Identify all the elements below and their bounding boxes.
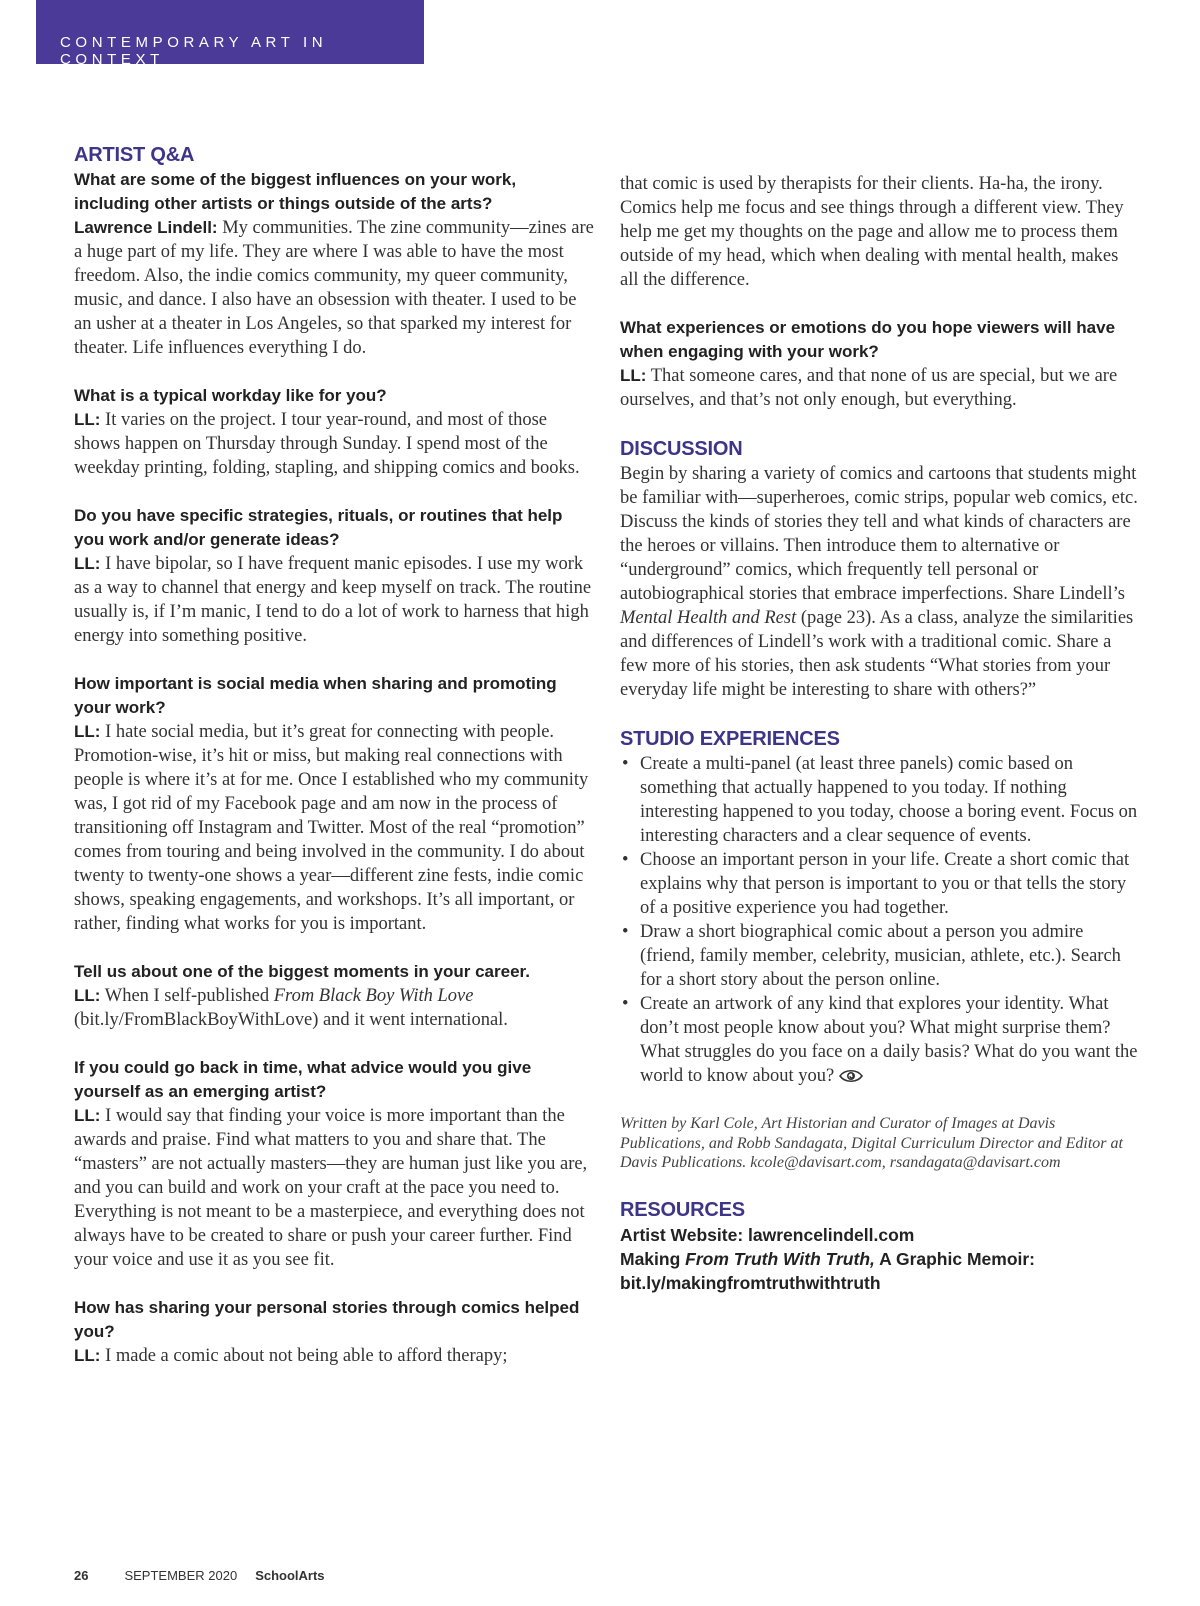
speaker-label: LL: <box>74 410 101 429</box>
question-2: What is a typical workday like for you? <box>74 386 387 405</box>
resource-memoir-link[interactable]: bit.ly/makingfromtruthwithtruth <box>620 1272 881 1293</box>
answer-7-start: LL: I made a comic about not being able to afford therapy; <box>74 1346 508 1366</box>
right-column <box>620 172 1140 1295</box>
magazine-name: SchoolArts <box>255 1568 325 1583</box>
qa-heading: ARTIST Q&A <box>74 144 195 166</box>
question-3: Do you have specific strategies, rituals, or routines that help you work and/or generate ideas? <box>74 506 563 549</box>
speaker-label: LL: <box>74 1106 101 1125</box>
speaker-label: LL: <box>74 722 101 741</box>
question-7: How has sharing your personal stories through comics helped you? <box>74 1298 580 1341</box>
book-title: From Black Boy With Love <box>273 986 474 1006</box>
answer-3: LL: I have bipolar, so I have frequent manic episodes. I use my work as a way to channel that energy and keep myself on track. The routine usually is, if I’m manic, I tend to do a lot of work to harness that high energy into something positive. <box>74 554 592 646</box>
resource-website[interactable]: Artist Website: lawrencelindell.com <box>620 1224 915 1245</box>
page-footer <box>74 1568 325 1583</box>
answer-2: LL: It varies on the project. I tour year-round, and most of those shows happen on Thursday through Sunday. I spend most of the weekday printing, folding, stapling, and shipping comics and books. <box>74 410 580 478</box>
author-credit: Written by Karl Cole, Art Historian and Curator of Images at Davis Publications, and Robb Sandagata, Digital Curriculum Director and Editor at Davis Publications. kcole@davisart.com, rsandagata@davisart.com <box>620 1115 1123 1171</box>
resources-heading: RESOURCES <box>620 1198 745 1221</box>
answer-6: LL: I would say that finding your voice is more important than the awards and praise. Find what matters to you and share that. The “masters” are not actually masters—they are human just like you are, and you can build and work on your craft at the pace you need to. Everything is not meant to be a masterpiece, and everything does not always have to be created to share or push your career further. Find your voice and use it as you see fit. <box>74 1106 588 1270</box>
header-banner <box>36 0 424 68</box>
left-column <box>74 142 594 1368</box>
discussion-text: Begin by sharing a variety of comics and cartoons that students might be familiar with—superheroes, comic strips, popular web comics, etc. Discuss the kinds of stories they tell and what kinds of characters are the heroes or villains. Then introduce them to alternative or “underground” comics, which frequently tell personal or autobiographical stories that embrace imperfections. Share Lindell’s Mental Health and Rest (page 23). As a class, analyze the similarities and differences of Lindell’s work with a traditional comic. Share a few more of his stories, then ask students “What stories from your everyday life might be interesting to share with others?” <box>620 464 1138 700</box>
studio-item: • Create a multi-panel (at least three panels) comic based on something that actually happened to you today. If nothing interesting happened to you today, choose a boring event. Focus on interesting characters and a clear sequence of events. <box>620 752 1140 848</box>
answer-4: LL: I hate social media, but it’s great for connecting with people. Promotion-wise, it’s hit or miss, but making real connections with people is where it’s at for me. Once I established who my community was, I got rid of my Facebook page and am now in the process of transitioning off Instagram and Twitter. Most of the real “promotion” comes from touring and being involved in the community. I do about twenty to twenty-one shows a year—different zine fests, indie comic shows, speaking engagements, and workshops. It’s all important, or rather, finding what works for you is important. <box>74 722 589 934</box>
speaker-label: LL: <box>620 366 647 385</box>
question-5: Tell us about one of the biggest moments in your career. <box>74 962 530 981</box>
speaker-label: LL: <box>74 986 101 1005</box>
studio-heading: STUDIO EXPERIENCES <box>620 728 840 750</box>
speaker-label: LL: <box>74 554 101 573</box>
answer-8: LL: That someone cares, and that none of us are special, but we are ourselves, and that’s not only enough, but everything. <box>620 366 1118 410</box>
issue-date: SEPTEMBER 2020 <box>124 1568 238 1583</box>
studio-item: • Draw a short biographical comic about a person you admire (friend, family member, celebrity, musician, athlete, etc.). Search for a short story about the person online. <box>620 920 1140 992</box>
speaker-label: LL: <box>74 1346 101 1365</box>
question-8: What experiences or emotions do you hope viewers will have when engaging with your work? <box>620 318 1116 361</box>
question-4: How important is social media when sharing and promoting your work? <box>74 674 557 717</box>
banner-title: CONTEMPORARY ART IN CONTEXT <box>60 34 328 68</box>
studio-item: • Choose an important person in your life. Create a short comic that explains why that person is important to you or that tells the story of a positive experience you had together. <box>620 848 1140 920</box>
artwork-title: Mental Health and Rest <box>620 608 797 628</box>
answer-5: LL: When I self-published From Black Boy With Love (bit.ly/FromBlackBoyWithLove) and it went international. <box>74 986 508 1030</box>
speaker-label: Lawrence Lindell: <box>74 218 218 237</box>
discussion-heading: DISCUSSION <box>620 438 743 460</box>
question-1: What are some of the biggest influences on your work, including other artists or things outside of the arts? <box>74 170 517 213</box>
answer-1: Lawrence Lindell: My communities. The zine community—zines are a huge part of my life. They are where I was able to have the most freedom. Also, the indie comics community, my queer community, music, and dance. I also have an obsession with theater. I used to be an usher at a theater in Los Angeles, so that sparked my interest for theater. Life influences everything I do. <box>74 218 594 358</box>
studio-item: • Create an artwork of any kind that explores your identity. What don’t most people know about you? What might surprise them? What struggles do you face on a daily basis? What do you want the world to know about you? <box>620 992 1140 1090</box>
eye-icon <box>838 1066 864 1090</box>
studio-list <box>620 752 1140 1090</box>
page-number: 26 <box>74 1568 89 1583</box>
resource-memoir[interactable]: Making From Truth With Truth, A Graphic Memoir: <box>620 1248 1036 1269</box>
answer-7-continued: that comic is used by therapists for their clients. Ha-ha, the irony. Comics help me focus and see things through a different view. They help me get my thoughts on the page and allow me to process them outside of my head, which when dealing with mental health, makes all the difference. <box>620 174 1124 290</box>
question-6: If you could go back in time, what advice would you give yourself as an emerging artist? <box>74 1058 532 1101</box>
